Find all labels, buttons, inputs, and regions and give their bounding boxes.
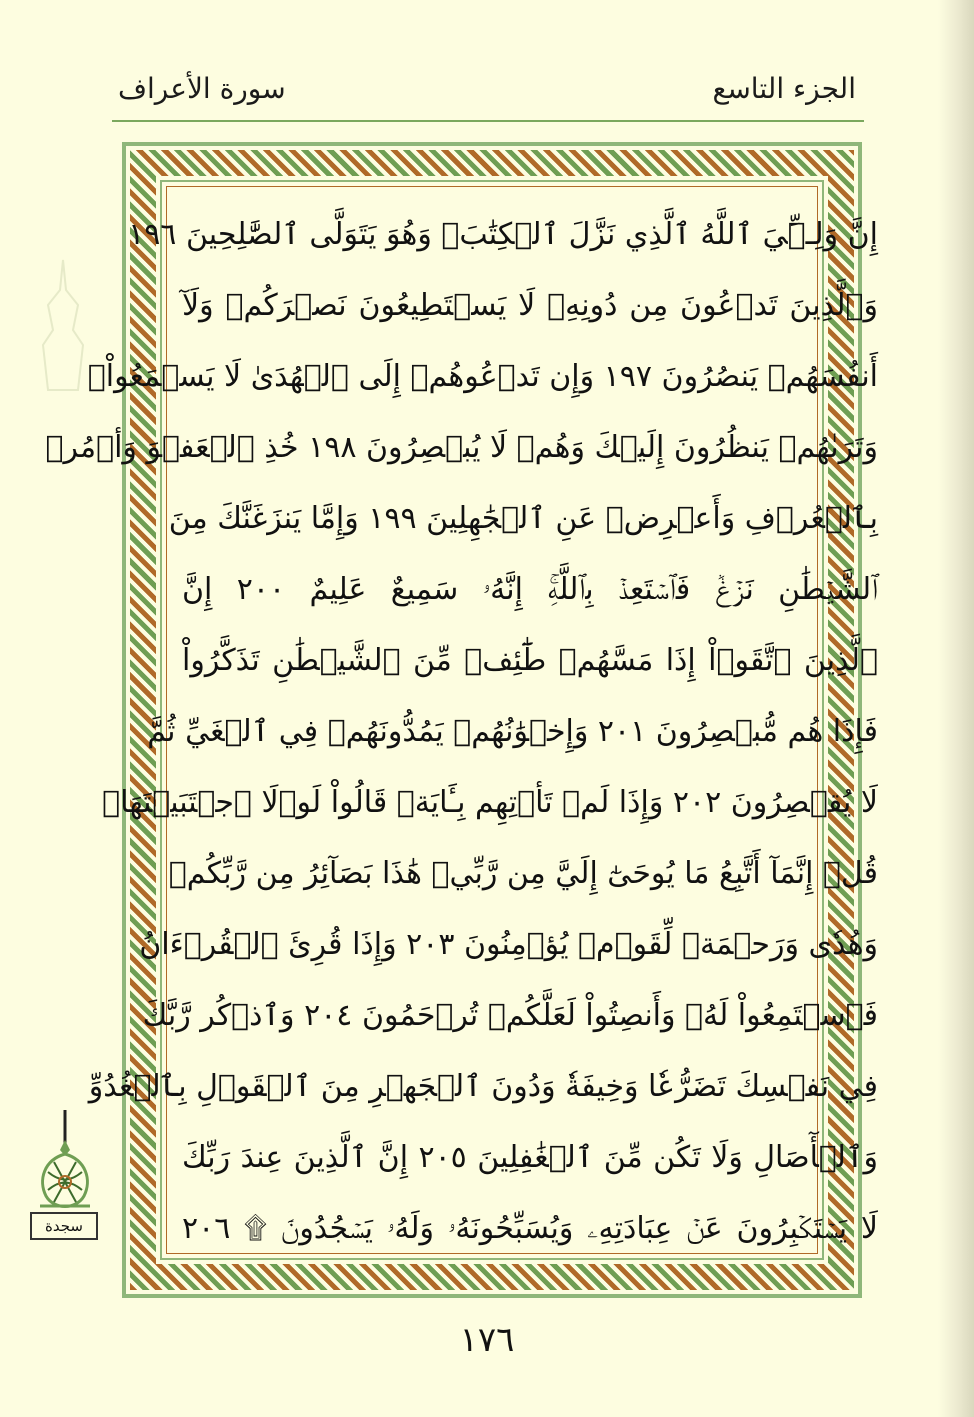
header-rule — [112, 120, 864, 122]
text-line: قُلۡ إِنَّمَآ أَتَّبِعُ مَا يُوحَىٰٓ إِلَيَّ مِن رَّبِّيۚ هَٰذَا بَصَآئِرُ مِن رَّبِّكُمۡ — [168, 856, 878, 891]
page-edge-shading — [938, 0, 974, 1417]
sajda-label-box: سجدة — [30, 1212, 98, 1240]
text-line: إِنَّ وَلِـِّۧيَ ٱللَّهُ ٱلَّذِي نَزَّلَ ٱلۡكِتَٰبَۖ وَهُوَ يَتَوَلَّى ٱلصَّٰلِحِينَ ١٩٦ — [128, 217, 878, 252]
text-line: وَٱلۡأٓصَالِ وَلَا تَكُن مِّنَ ٱلۡغَٰفِلِينَ ٢٠٥ إِنَّ ٱلَّذِينَ عِندَ رَبِّكَ — [182, 1140, 879, 1175]
surah-name-header: سورة الأعراف — [118, 72, 286, 105]
text-line: وَتَرَىٰهُمۡ يَنظُرُونَ إِلَيۡكَ وَهُمۡ لَا يُبۡصِرُونَ ١٩٨ خُذِ ٱلۡعَفۡوَ وَأۡمُرۡ — [45, 430, 878, 465]
text-line: ٱلَّذِينَ ٱتَّقَوۡاْ إِذَا مَسَّهُمۡ طَٰٓئِفٞ مِّنَ ٱلشَّيۡطَٰنِ تَذَكَّرُواْ — [182, 643, 878, 678]
text-line: لَا يَسۡتَكۡبِرُونَ عَنۡ عِبَادَتِهِۦ وَيُسَبِّحُونَهُۥ وَلَهُۥ يَسۡجُدُونَۤ ۩ ٢٠٦ — [182, 1211, 878, 1246]
text-line: بِٱلۡعُرۡفِ وَأَعۡرِضۡ عَنِ ٱلۡجَٰهِلِينَ ١٩٩ وَإِمَّا يَنزَغَنَّكَ مِنَ — [168, 501, 878, 536]
text-line: ٱلشَّيۡطَٰنِ نَزۡغٞ فَٱسۡتَعِذۡ بِٱللَّهِۚ إِنَّهُۥ سَمِيعٌ عَلِيمٌ ٢٠٠ إِنَّ — [182, 572, 879, 607]
page-number: ١٧٦ — [459, 1320, 515, 1360]
text-line: لَا يُقۡصِرُونَ ٢٠٢ وَإِذَا لَمۡ تَأۡتِهِم بِـَٔايَةٖ قَالُواْ لَوۡلَا ٱجۡتَبَيۡتَهَاۚ — [102, 785, 878, 820]
text-line: فَإِذَا هُم مُّبۡصِرُونَ ٢٠١ وَإِخۡوَٰنُهُمۡ يَمُدُّونَهُمۡ فِي ٱلۡغَيِّ ثُمَّ — [147, 714, 878, 749]
text-line: وَٱلَّذِينَ تَدۡعُونَ مِن دُونِهِۦ لَا يَسۡتَطِيعُونَ نَصۡرَكُمۡ وَلَآ — [182, 288, 878, 323]
text-line: وَهُدٗى وَرَحۡمَةٞ لِّقَوۡمٖ يُؤۡمِنُونَ ٢٠٣ وَإِذَا قُرِئَ ٱلۡقُرۡءَانُ — [139, 927, 878, 962]
text-line: فَٱسۡتَمِعُواْ لَهُۥ وَأَنصِتُواْ لَعَلَّكُمۡ تُرۡحَمُونَ ٢٠٤ وَٱذۡكُر رَّبَّكَ — [142, 998, 878, 1033]
text-line: فِي نَفۡسِكَ تَضَرُّعٗا وَخِيفَةٗ وَدُونَ ٱلۡجَهۡرِ مِنَ ٱلۡقَوۡلِ بِٱلۡغُدُوِّ — [88, 1069, 878, 1104]
juz-name-header: الجزء التاسع — [712, 72, 856, 105]
text-line: أَنفُسَهُمۡ يَنصُرُونَ ١٩٧ وَإِن تَدۡعُوهُمۡ إِلَى ٱلۡهُدَىٰ لَا يَسۡمَعُواْۖ — [87, 359, 878, 394]
